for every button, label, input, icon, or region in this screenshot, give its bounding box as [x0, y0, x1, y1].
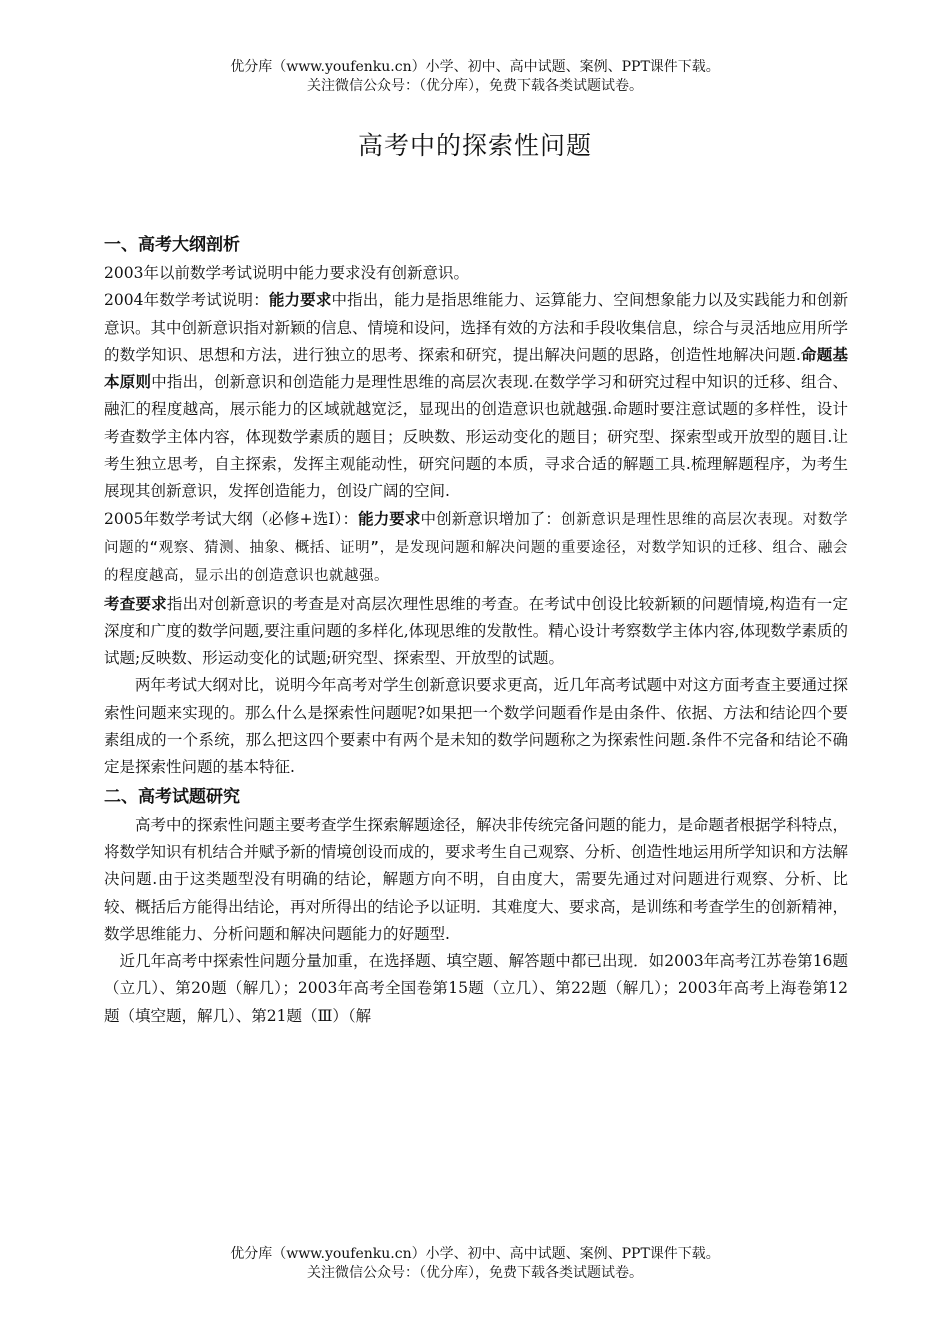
footer-ad-line: 优分库（www.youfenku.cn）小学、初中、高中试题、案例、PPT课件下载。: [230, 1246, 720, 1262]
paragraph-exam-requirements: [104, 591, 848, 673]
paragraph-comparison: 两年考试大纲对比，说明今年高考对学生创新意识要求更高，近几年高考试题中对这方面考查主要通过探索性问题来实现的。那么什么是探索性问题呢?如果把一个数学问题看作是由条件、依据、方法和结论四个要素组成的一个系统，那么把这四个要素中有两个是未知的数学问题称之为探索性问题.条件不完备和结论不确定是探索性问题的基本特征.: [104, 676, 849, 777]
paragraph-2005: [104, 506, 848, 591]
document-body: [104, 230, 848, 1030]
p4-text: 指出对创新意识的考查是对高层次理性思维的考查。在考试中创设比较新颖的问题情境,构造有一定深度和广度的数学问题,要注重问题的多样化,体现思维的发散性。精心设计考察数学主体内容,体现数学素质的试题;反映数、形运动变化的试题;研究型、探索型、开放型的试题。: [104, 594, 848, 668]
header-wechat-line: 关注微信公众号：（优分库），免费下载各类试题试卷。: [307, 78, 643, 94]
paragraph-recent-exams: 近几年高考中探索性问题分量加重，在选择题、填空题、解答题中都已出现．如2003年高考江苏卷第16题（立几）、第20题（解几）；2003年高考全国卷第15题（立几）、第22题（解几）；2003年高考上海卷第12题（填空题，解几）、第21题（Ⅲ）（解: [104, 952, 848, 1025]
p3-bold-ability: 能力要求: [358, 509, 421, 528]
p2-text-1: 中指出，能力是指思维能力、运算能力、空间想象能力以及实践能力和创新意识。其中创新意识指对新颖的信息、情境和设问，选择有效的方法和手段收集信息，综合与灵活地应用所学的数学知识、思想和方法，进行独立的思考、探索和研究，提出解决问题的思路，创造性地解决问题.: [104, 291, 849, 364]
p3-quote: 创新意识是理性思维的高层次表现。对数学问题的“观察、猜测、抽象、概括、证明”，是发现问题和解决问题的重要途径，对数学知识的迁移、组合、融会的程度越高，显示出的创造意识也就越强。: [104, 511, 849, 585]
section-1-heading: 一、高考大纲剖析: [104, 235, 240, 255]
page-title: 高考中的探索性问题: [357, 131, 592, 160]
p3-text-1: 中创新意识增加了：: [420, 509, 562, 528]
p2-bold-ability: 能力要求: [268, 291, 332, 310]
p2-text-2: 中指出，创新意识和创造能力是理性思维的高层次表现.在数学学习和研究过程中知识的迁移、组合、融汇的程度越高，展示能力的区域就越宽泛，显现出的创造意识也就越强.命题时要注意试题的多样性，设计考查数学主体内容，体现数学素质的题目；反映数、形运动变化的题目；研究型、探索型或开放型的题目.让考生独立思考，自主探索，发挥主观能动性，研究问题的本质，寻求合适的解题工具.梳理解题程序，为考生展现其创新意识，发挥创造能力，创设广阔的空间.: [104, 373, 848, 501]
paragraph-2003: 2003年以前数学考试说明中能力要求没有创新意识。: [104, 264, 469, 282]
footer-wechat-line: 关注微信公众号：（优分库），免费下载各类试题试卷。: [307, 1265, 643, 1281]
p3-prefix: 2005年数学考试大纲（必修+选Ⅰ）：: [104, 509, 359, 528]
paragraph-2004: [104, 287, 848, 505]
section-2-heading: 二、高考试题研究: [104, 786, 240, 807]
p4-bold: 考查要求: [104, 594, 167, 613]
p2-bold-principle: 命题基本原则: [104, 345, 848, 392]
p2-prefix: 2004年数学考试说明：: [104, 291, 269, 310]
header-ad-line: 优分库（www.youfenku.cn）小学、初中、高中试题、案例、PPT课件下载。: [230, 59, 720, 75]
paragraph-exploration: 高考中的探索性问题主要考查学生探索解题途径，解决非传统完备问题的能力，是命题者根据学科特点，将数学知识有机结合并赋予新的情境创设而成的，要求考生自己观察、分析、创造性地运用所学知识和方法解决问题.由于这类题型没有明确的结论，解题方向不明，自由度大，需要先通过对问题进行观察、分析、比较、概括后方能得出结论，再对所得出的结论予以证明．其难度大、要求高，是训练和考查学生的创新精神，数学思维能力、分析问题和解决问题能力的好题型.: [104, 815, 849, 943]
